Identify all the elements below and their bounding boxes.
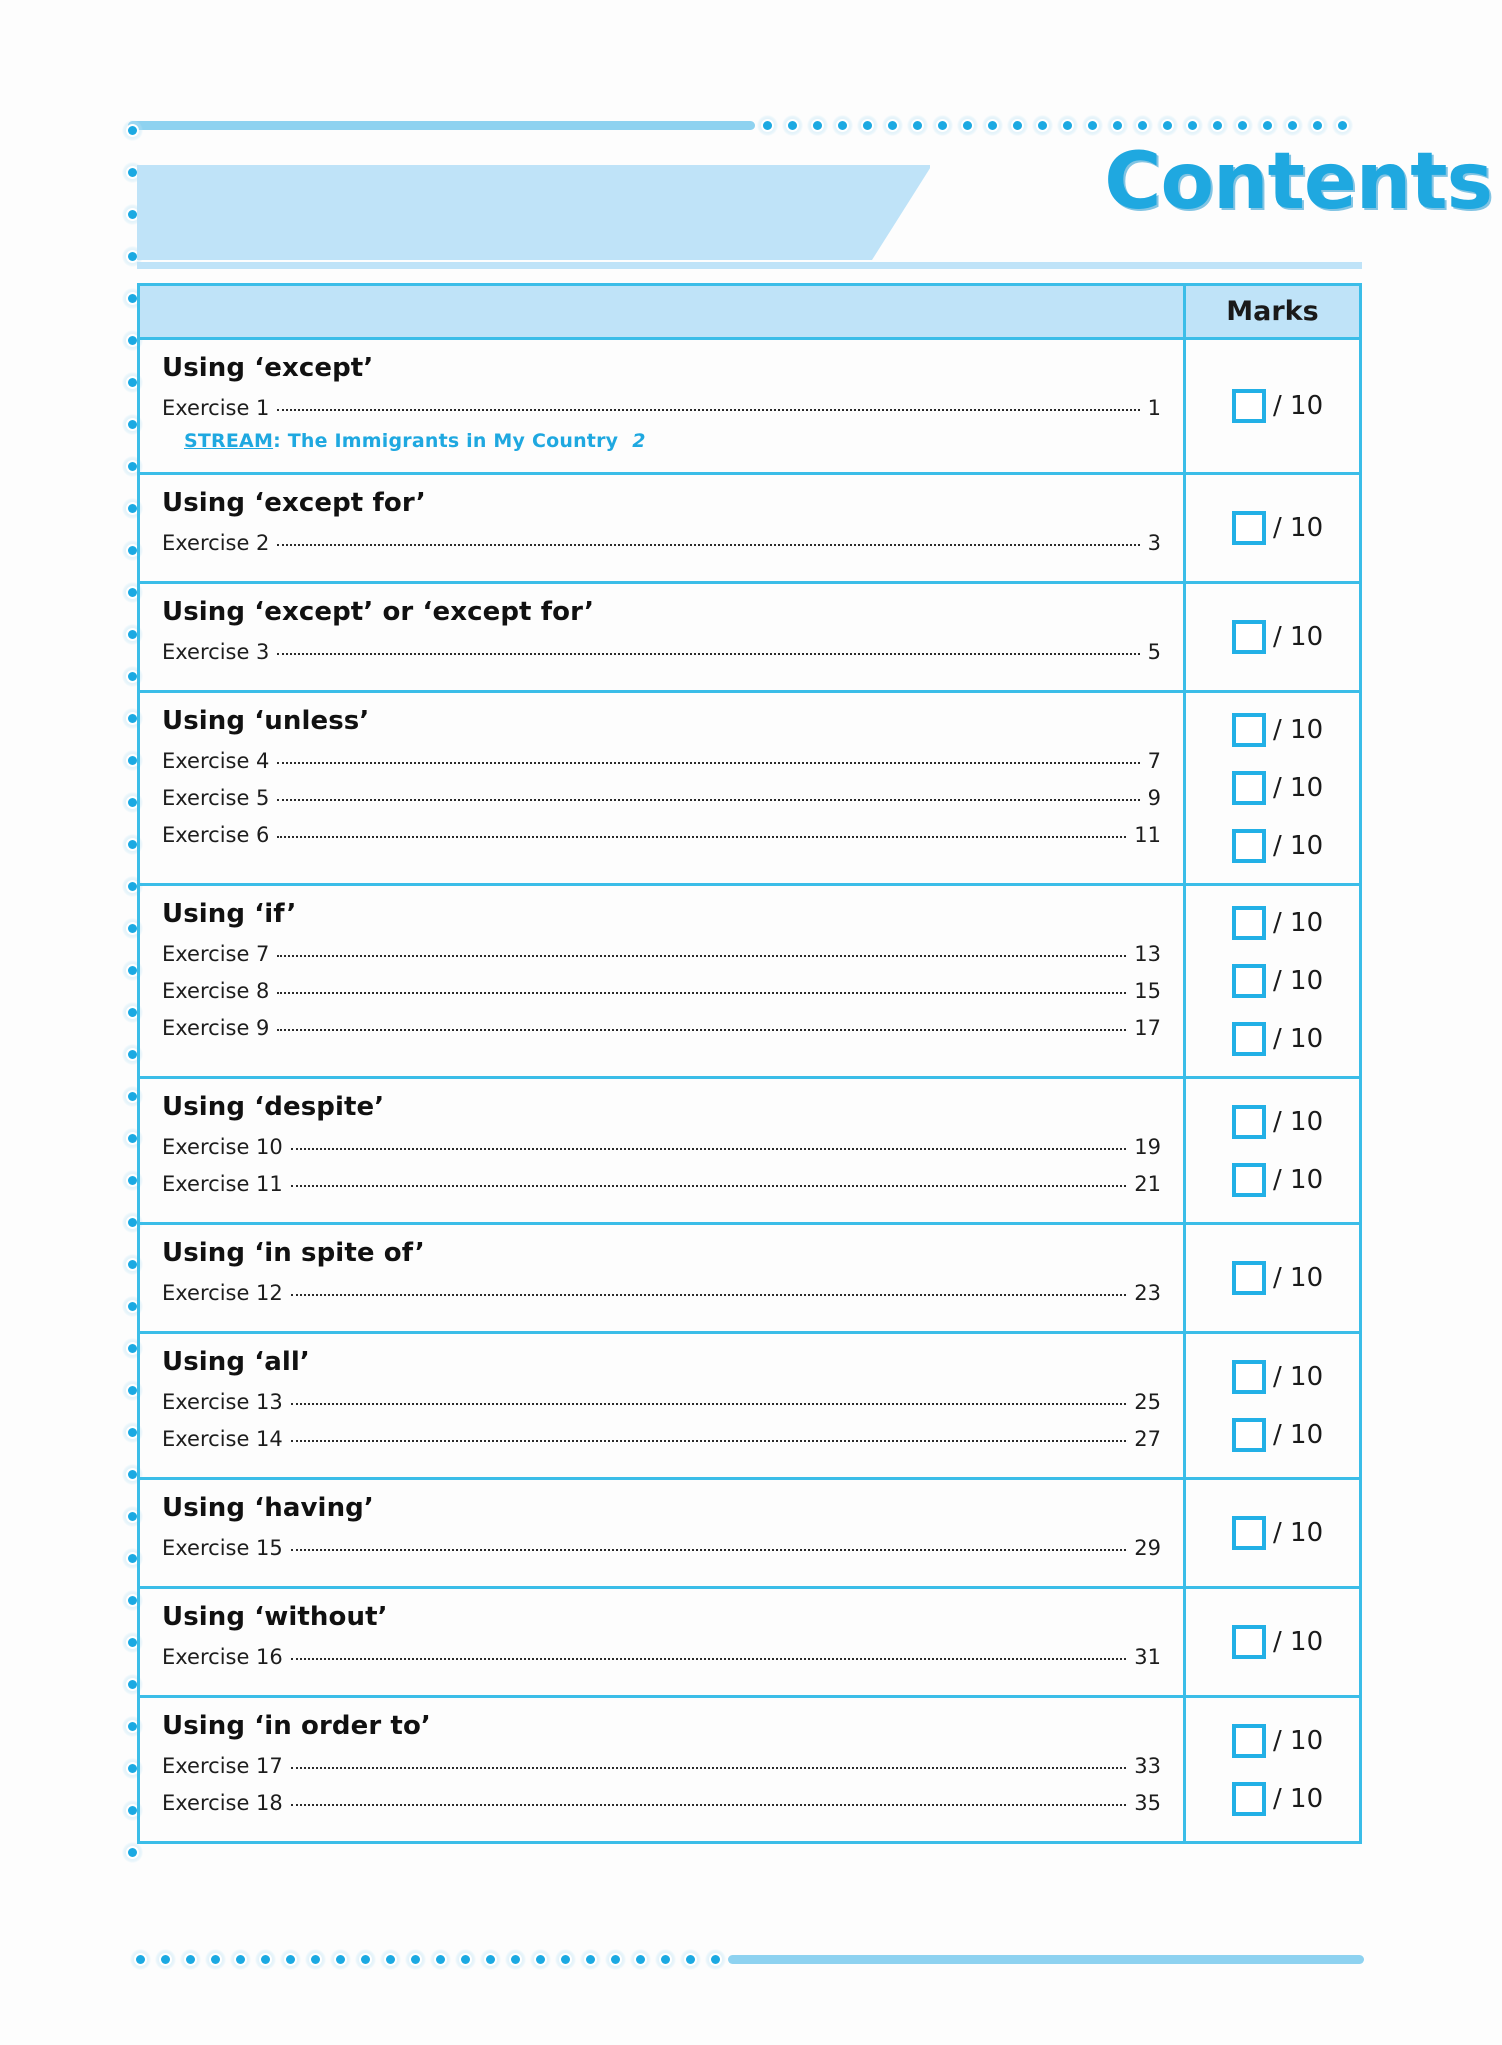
exercise-label: Exercise 2: [162, 531, 270, 555]
marks-cell: [1186, 1225, 1359, 1331]
table-row: [137, 1695, 1362, 1844]
leader-dots: [277, 955, 1126, 957]
marks-cell: [1186, 1480, 1359, 1586]
exercise-label: Exercise 14: [162, 1427, 283, 1451]
exercise-entry[interactable]: [162, 531, 1161, 555]
leader-dots: [277, 762, 1139, 764]
table-row: [137, 690, 1362, 883]
table-row: [137, 1586, 1362, 1695]
exercise-label: Exercise 9: [162, 1016, 270, 1040]
mark-entry[interactable]: [1232, 1625, 1323, 1659]
mark-entry[interactable]: [1232, 1022, 1323, 1056]
exercise-entry[interactable]: [162, 823, 1161, 847]
mark-checkbox[interactable]: [1232, 829, 1266, 863]
section-title: Using ‘except for’: [162, 488, 426, 518]
marks-cell: [1186, 340, 1359, 472]
mark-entry[interactable]: [1232, 713, 1323, 747]
leader-dots: [291, 1549, 1126, 1551]
mark-total-label: / 10: [1273, 966, 1324, 996]
mark-entry[interactable]: [1232, 1261, 1323, 1295]
exercise-page-number: 17: [1134, 1016, 1161, 1040]
border-dot-icon: [253, 1947, 278, 1972]
section-title: Using ‘except’: [162, 353, 374, 383]
exercise-entry[interactable]: [162, 1754, 1161, 1778]
border-dot-icon: [578, 1947, 603, 1972]
exercise-page-number: 19: [1134, 1135, 1161, 1159]
exercise-page-number: 35: [1134, 1791, 1161, 1815]
exercise-entry[interactable]: [162, 396, 1161, 420]
border-dot-icon: [203, 1947, 228, 1972]
marks-cell: [1186, 1334, 1359, 1477]
exercise-entry[interactable]: [162, 1390, 1161, 1414]
border-dot-icon: [653, 1947, 678, 1972]
leader-dots: [291, 1440, 1126, 1442]
leader-dots: [291, 1804, 1126, 1806]
border-dot-icon: [1080, 113, 1105, 138]
exercise-label: Exercise 7: [162, 942, 270, 966]
exercise-entry[interactable]: [162, 1645, 1161, 1669]
border-dot-icon: [1155, 113, 1180, 138]
exercise-page-number: 5: [1147, 640, 1161, 664]
mark-entry[interactable]: [1232, 964, 1323, 998]
top-decorative-border: [128, 118, 1364, 132]
border-dot-icon: [1030, 113, 1055, 138]
mark-checkbox[interactable]: [1232, 1418, 1266, 1452]
exercise-entry[interactable]: [162, 979, 1161, 1003]
mark-entry[interactable]: [1232, 829, 1323, 863]
section-cell: [140, 693, 1186, 883]
section-title: Using ‘all’: [162, 1347, 310, 1377]
mark-checkbox[interactable]: [1232, 906, 1266, 940]
table-row: [137, 883, 1362, 1076]
mark-entry[interactable]: [1232, 620, 1323, 654]
marks-cell: [1186, 475, 1359, 581]
border-dot-icon: [755, 113, 780, 138]
exercise-label: Exercise 1: [162, 396, 270, 420]
mark-checkbox[interactable]: [1232, 1724, 1266, 1758]
marks-header-cell: [1186, 286, 1359, 337]
exercise-label: Exercise 8: [162, 979, 270, 1003]
border-dot-icon: [905, 113, 930, 138]
exercise-page-number: 13: [1134, 942, 1161, 966]
bottom-border-line: [728, 1955, 1364, 1964]
leader-dots: [291, 1658, 1126, 1660]
border-dot-icon: [528, 1947, 553, 1972]
border-dot-icon: [1005, 113, 1030, 138]
exercise-page-number: 31: [1134, 1645, 1161, 1669]
border-dot-icon: [1330, 113, 1355, 138]
section-title: Using ‘except’ or ‘except for’: [162, 597, 595, 627]
border-dot-icon: [178, 1947, 203, 1972]
section-cell: [140, 1589, 1186, 1695]
exercise-label: Exercise 13: [162, 1390, 283, 1414]
exercise-label: Exercise 11: [162, 1172, 283, 1196]
mark-checkbox[interactable]: [1232, 1261, 1266, 1295]
border-dot-icon: [930, 113, 955, 138]
mark-total-label: / 10: [1273, 1164, 1324, 1195]
marks-header-label: Marks: [1226, 296, 1319, 327]
border-dot-icon: [1105, 113, 1130, 138]
section-cell: [140, 1334, 1186, 1477]
marks-cell: [1186, 584, 1359, 690]
exercise-entry[interactable]: [162, 1427, 1161, 1451]
exercise-page-number: 7: [1147, 749, 1161, 773]
mark-checkbox[interactable]: [1232, 389, 1266, 423]
border-dot-icon: [1055, 113, 1080, 138]
marks-cell: [1186, 693, 1359, 883]
mark-checkbox[interactable]: [1232, 771, 1266, 805]
section-title: Using ‘in order to’: [162, 1711, 431, 1741]
border-dot-icon: [1205, 113, 1230, 138]
mark-total-label: / 10: [1273, 1419, 1324, 1450]
border-dot-icon: [955, 113, 980, 138]
top-border-line: [128, 121, 755, 130]
mark-total-label: / 10: [1273, 1361, 1324, 1392]
border-dot-icon: [603, 1947, 628, 1972]
table-row: [137, 1222, 1362, 1331]
table-row: [137, 1477, 1362, 1586]
exercise-entry[interactable]: [162, 749, 1161, 773]
mark-total-label: / 10: [1273, 1263, 1324, 1293]
exercise-label: Exercise 17: [162, 1754, 283, 1778]
border-dot-icon: [453, 1947, 478, 1972]
marks-cell: [1186, 886, 1359, 1076]
section-cell: [140, 1225, 1186, 1331]
marks-cell: [1186, 1589, 1359, 1695]
leader-dots: [277, 992, 1126, 994]
top-border-dots: [755, 113, 1355, 138]
border-dot-icon: [805, 113, 830, 138]
exercise-entry[interactable]: [162, 640, 1161, 664]
mark-checkbox[interactable]: [1232, 964, 1266, 998]
mark-checkbox[interactable]: [1232, 620, 1266, 654]
mark-entry[interactable]: [1232, 771, 1323, 805]
page-title: Contents: [1104, 137, 1492, 227]
section-cell: [140, 584, 1186, 690]
section-title: Using ‘without’: [162, 1602, 388, 1632]
mark-total-label: / 10: [1273, 391, 1324, 421]
border-dot-icon: [1280, 113, 1305, 138]
section-title: Using ‘in spite of’: [162, 1238, 425, 1268]
mark-total-label: / 10: [1273, 908, 1324, 938]
exercise-entry[interactable]: [162, 1016, 1161, 1040]
mark-entry[interactable]: [1232, 389, 1323, 423]
border-dot-icon: [278, 1947, 303, 1972]
border-dot-icon: [153, 1947, 178, 1972]
mark-entry[interactable]: [1232, 1105, 1323, 1139]
section-title: Using ‘having’: [162, 1493, 374, 1523]
leader-dots: [277, 653, 1139, 655]
leader-dots: [291, 1148, 1126, 1150]
section-cell: [140, 340, 1186, 472]
stream-underline-a: ST: [184, 430, 212, 452]
exercise-label: Exercise 4: [162, 749, 270, 773]
table-row: [137, 472, 1362, 581]
border-dot-icon: [328, 1947, 353, 1972]
mark-checkbox[interactable]: [1232, 1782, 1266, 1816]
mark-entry[interactable]: [1232, 1163, 1323, 1197]
border-dot-icon: [880, 113, 905, 138]
exercise-label: Exercise 12: [162, 1281, 283, 1305]
mark-checkbox[interactable]: [1232, 713, 1266, 747]
border-dot-icon: [1180, 113, 1205, 138]
border-dot-icon: [1130, 113, 1155, 138]
section-cell: [140, 1079, 1186, 1222]
marks-cell: [1186, 1698, 1359, 1841]
leader-dots: [291, 1403, 1126, 1405]
border-dot-icon: [303, 1947, 328, 1972]
exercise-page-number: 1: [1147, 396, 1161, 420]
table-row: [137, 1076, 1362, 1222]
mark-total-label: / 10: [1273, 831, 1324, 861]
border-dot-icon: [678, 1947, 703, 1972]
leader-dots: [277, 409, 1139, 411]
leader-dots: [277, 799, 1139, 801]
stream-underline-b: REAM: [211, 430, 274, 452]
exercise-page-number: 29: [1134, 1536, 1161, 1560]
border-dot-icon: [503, 1947, 528, 1972]
mark-total-label: / 10: [1273, 1783, 1324, 1814]
border-dot-icon: [228, 1947, 253, 1972]
exercise-entry[interactable]: [162, 1791, 1161, 1815]
border-dot-icon: [378, 1947, 403, 1972]
exercise-entry[interactable]: [162, 786, 1161, 810]
border-dot-icon: [980, 113, 1005, 138]
border-dot-icon: [780, 113, 805, 138]
border-dot-icon: [353, 1947, 378, 1972]
mark-checkbox[interactable]: [1232, 511, 1266, 545]
mark-checkbox[interactable]: [1232, 1516, 1266, 1550]
table-header-row: [137, 283, 1362, 337]
border-dot-icon: [553, 1947, 578, 1972]
exercise-page-number: 25: [1134, 1390, 1161, 1414]
exercise-entry[interactable]: [162, 1172, 1161, 1196]
section-title: Using ‘unless’: [162, 706, 370, 736]
exercise-label: Exercise 10: [162, 1135, 283, 1159]
mark-checkbox[interactable]: [1232, 1360, 1266, 1394]
exercise-page-number: 15: [1134, 979, 1161, 1003]
border-dot-icon: [1305, 113, 1330, 138]
exercise-page-number: 9: [1147, 786, 1161, 810]
bottom-decorative-border: [128, 1952, 1364, 1966]
border-dot-icon: [855, 113, 880, 138]
exercise-entry[interactable]: [162, 1135, 1161, 1159]
mark-entry[interactable]: [1232, 1418, 1323, 1452]
border-dot-icon: [428, 1947, 453, 1972]
mark-entry[interactable]: [1232, 1360, 1323, 1394]
mark-total-label: / 10: [1273, 1024, 1324, 1054]
table-row: [137, 1331, 1362, 1477]
exercise-page-number: 33: [1134, 1754, 1161, 1778]
mark-entry[interactable]: [1232, 1782, 1323, 1816]
mark-total-label: / 10: [1273, 1106, 1324, 1137]
bottom-border-dots: [128, 1947, 728, 1972]
mark-entry[interactable]: [1232, 511, 1323, 545]
leader-dots: [277, 836, 1126, 838]
exercise-page-number: 21: [1134, 1172, 1161, 1196]
exercise-entry[interactable]: [162, 942, 1161, 966]
leader-dots: [291, 1767, 1126, 1769]
table-row: [137, 581, 1362, 690]
exercise-page-number: 27: [1134, 1427, 1161, 1451]
mark-entry[interactable]: [1232, 1516, 1323, 1550]
leader-dots: [291, 1185, 1126, 1187]
border-dot-icon: [478, 1947, 503, 1972]
mark-total-label: / 10: [1273, 622, 1324, 652]
mark-entry[interactable]: [1232, 906, 1323, 940]
banner-baseline: [137, 262, 1362, 269]
border-dot-icon: [628, 1947, 653, 1972]
mark-total-label: / 10: [1273, 1518, 1324, 1548]
exercise-label: Exercise 18: [162, 1791, 283, 1815]
exercise-page-number: 23: [1134, 1281, 1161, 1305]
mark-checkbox[interactable]: [1232, 1163, 1266, 1197]
border-dot-icon: [1230, 113, 1255, 138]
leader-dots: [277, 544, 1139, 546]
mark-entry[interactable]: [1232, 1724, 1323, 1758]
border-dot-icon: [1255, 113, 1280, 138]
mark-total-label: / 10: [1273, 773, 1324, 803]
stream-title-text: : The Immigrants in My Country: [273, 430, 619, 452]
section-cell: [140, 1698, 1186, 1841]
header-spacer-cell: [140, 286, 1186, 337]
border-dot-icon: [403, 1947, 428, 1972]
mark-checkbox[interactable]: [1232, 1625, 1266, 1659]
mark-total-label: / 10: [1273, 1627, 1324, 1657]
exercise-label: Exercise 5: [162, 786, 270, 810]
table-row: [137, 337, 1362, 472]
mark-total-label: / 10: [1273, 715, 1324, 745]
exercise-label: Exercise 16: [162, 1645, 283, 1669]
leader-dots: [291, 1294, 1126, 1296]
mark-total-label: / 10: [1273, 513, 1324, 543]
marks-cell: [1186, 1079, 1359, 1222]
exercise-label: Exercise 3: [162, 640, 270, 664]
mark-total-label: / 10: [1273, 1725, 1324, 1756]
exercise-entry[interactable]: [162, 1281, 1161, 1305]
section-cell: [140, 886, 1186, 1076]
mark-checkbox[interactable]: [1232, 1105, 1266, 1139]
exercise-label: Exercise 15: [162, 1536, 283, 1560]
mark-checkbox[interactable]: [1232, 1022, 1266, 1056]
exercise-entry[interactable]: [162, 1536, 1161, 1560]
exercise-page-number: 11: [1134, 823, 1161, 847]
section-title: Using ‘if’: [162, 899, 297, 929]
border-dot-icon: [128, 1947, 153, 1972]
section-cell: [140, 475, 1186, 581]
stream-link[interactable]: [184, 430, 1161, 452]
border-dot-icon: [703, 1947, 728, 1972]
border-dot-icon: [120, 118, 145, 143]
border-dot-icon: [830, 113, 855, 138]
contents-table: [137, 283, 1362, 1844]
leader-dots: [277, 1029, 1126, 1031]
stream-page-number: 2: [632, 430, 646, 452]
exercise-label: Exercise 6: [162, 823, 270, 847]
section-title: Using ‘despite’: [162, 1092, 385, 1122]
section-cell: [140, 1480, 1186, 1586]
exercise-page-number: 3: [1147, 531, 1161, 555]
